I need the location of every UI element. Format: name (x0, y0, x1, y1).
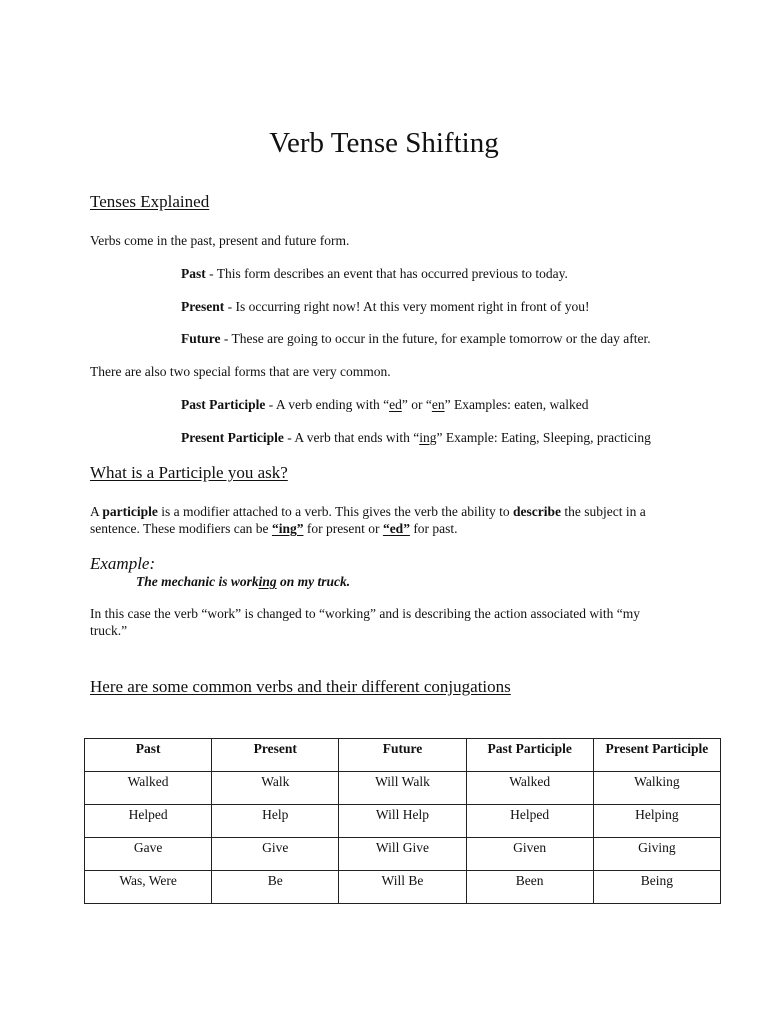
table-row (85, 871, 721, 904)
text-run: for present or (303, 521, 383, 536)
table-cell: Was, Were (85, 871, 212, 904)
text-run: A (90, 504, 103, 519)
tense-present (181, 298, 589, 315)
special-text: ” Example: Eating, Sleeping, practicing (436, 430, 651, 445)
tense-desc: - This form describes an event that has occurred previous to today. (205, 266, 568, 281)
tense-term: Future (181, 331, 221, 346)
table-header-row (85, 739, 721, 772)
term-participle: participle (102, 504, 158, 519)
table-cell: Will Be (339, 871, 466, 904)
intro-text: Verbs come in the past, present and future form. (90, 233, 350, 248)
suffix-en: en (431, 397, 445, 412)
special-past-participle (181, 396, 589, 413)
table-cell: Been (466, 871, 593, 904)
section-heading-participle: What is a Participle you ask? (90, 463, 288, 482)
text-run: for past. (409, 521, 458, 536)
table-cell: Will Give (339, 838, 466, 871)
example-sentence (136, 573, 350, 590)
text-run: on my truck. (276, 574, 351, 589)
tense-past (181, 265, 568, 282)
section-heading-tenses: Tenses Explained (90, 192, 210, 211)
text-run: is a modifier attached to a verb. This gives the verb the ability to (157, 504, 514, 519)
table-cell: Be (212, 871, 339, 904)
table-cell: Walked (466, 772, 593, 805)
conjugation-table (84, 738, 721, 904)
special-text: ” Examples: eaten, walked (444, 397, 589, 412)
column-header: Past Participle (466, 739, 593, 772)
text-run: the subject in a sentence. These modifiers can be (90, 504, 646, 536)
text-run: The mechanic is work (136, 574, 259, 589)
special-text: - A verb that ends with “ (283, 430, 420, 445)
tense-term: Present (181, 299, 225, 314)
table-cell: Helped (85, 805, 212, 838)
table-row (85, 805, 721, 838)
participle-definition (90, 503, 680, 537)
special-text: ” or “ (401, 397, 432, 412)
column-header: Past (85, 739, 212, 772)
column-header: Present Participle (593, 739, 720, 772)
table-cell: Walk (212, 772, 339, 805)
table-cell: Giving (593, 838, 720, 871)
special-term: Past Participle (181, 397, 266, 412)
page-title: Verb Tense Shifting (269, 127, 499, 159)
table-cell: Give (212, 838, 339, 871)
tense-desc: - Is occurring right now! At this very moment right in front of you! (224, 299, 590, 314)
table-cell: Will Help (339, 805, 466, 838)
table-row (85, 772, 721, 805)
example-suffix: ing (258, 574, 277, 589)
term-describe: describe (513, 504, 562, 519)
term-ing: “ing” (271, 521, 304, 536)
table-cell: Walked (85, 772, 212, 805)
tense-future (181, 330, 651, 347)
table-cell: Help (212, 805, 339, 838)
tense-term: Past (181, 266, 206, 281)
example-explanation: In this case the verb “work” is changed to “working” and is describing the action associated with “my truck.” (90, 606, 640, 638)
special-intro-text: There are also two special forms that are very common. (90, 364, 391, 379)
tense-desc: - These are going to occur in the future, for example tomorrow or the day after. (220, 331, 651, 346)
suffix-ed: ed (389, 397, 402, 412)
column-header: Future (339, 739, 466, 772)
special-present-participle (181, 429, 651, 446)
table-cell: Being (593, 871, 720, 904)
table-cell: Walking (593, 772, 720, 805)
table-cell: Helping (593, 805, 720, 838)
table-cell: Gave (85, 838, 212, 871)
term-ed: “ed” (382, 521, 410, 536)
table-cell: Helped (466, 805, 593, 838)
table-cell: Given (466, 838, 593, 871)
special-text: - A verb ending with “ (265, 397, 390, 412)
section-heading-conjugations: Here are some common verbs and their different conjugations (90, 677, 511, 696)
table-cell: Will Walk (339, 772, 466, 805)
column-header: Present (212, 739, 339, 772)
special-term: Present Participle (181, 430, 284, 445)
example-label: Example: (90, 554, 156, 573)
table-row (85, 838, 721, 871)
suffix-ing: ing (419, 430, 437, 445)
